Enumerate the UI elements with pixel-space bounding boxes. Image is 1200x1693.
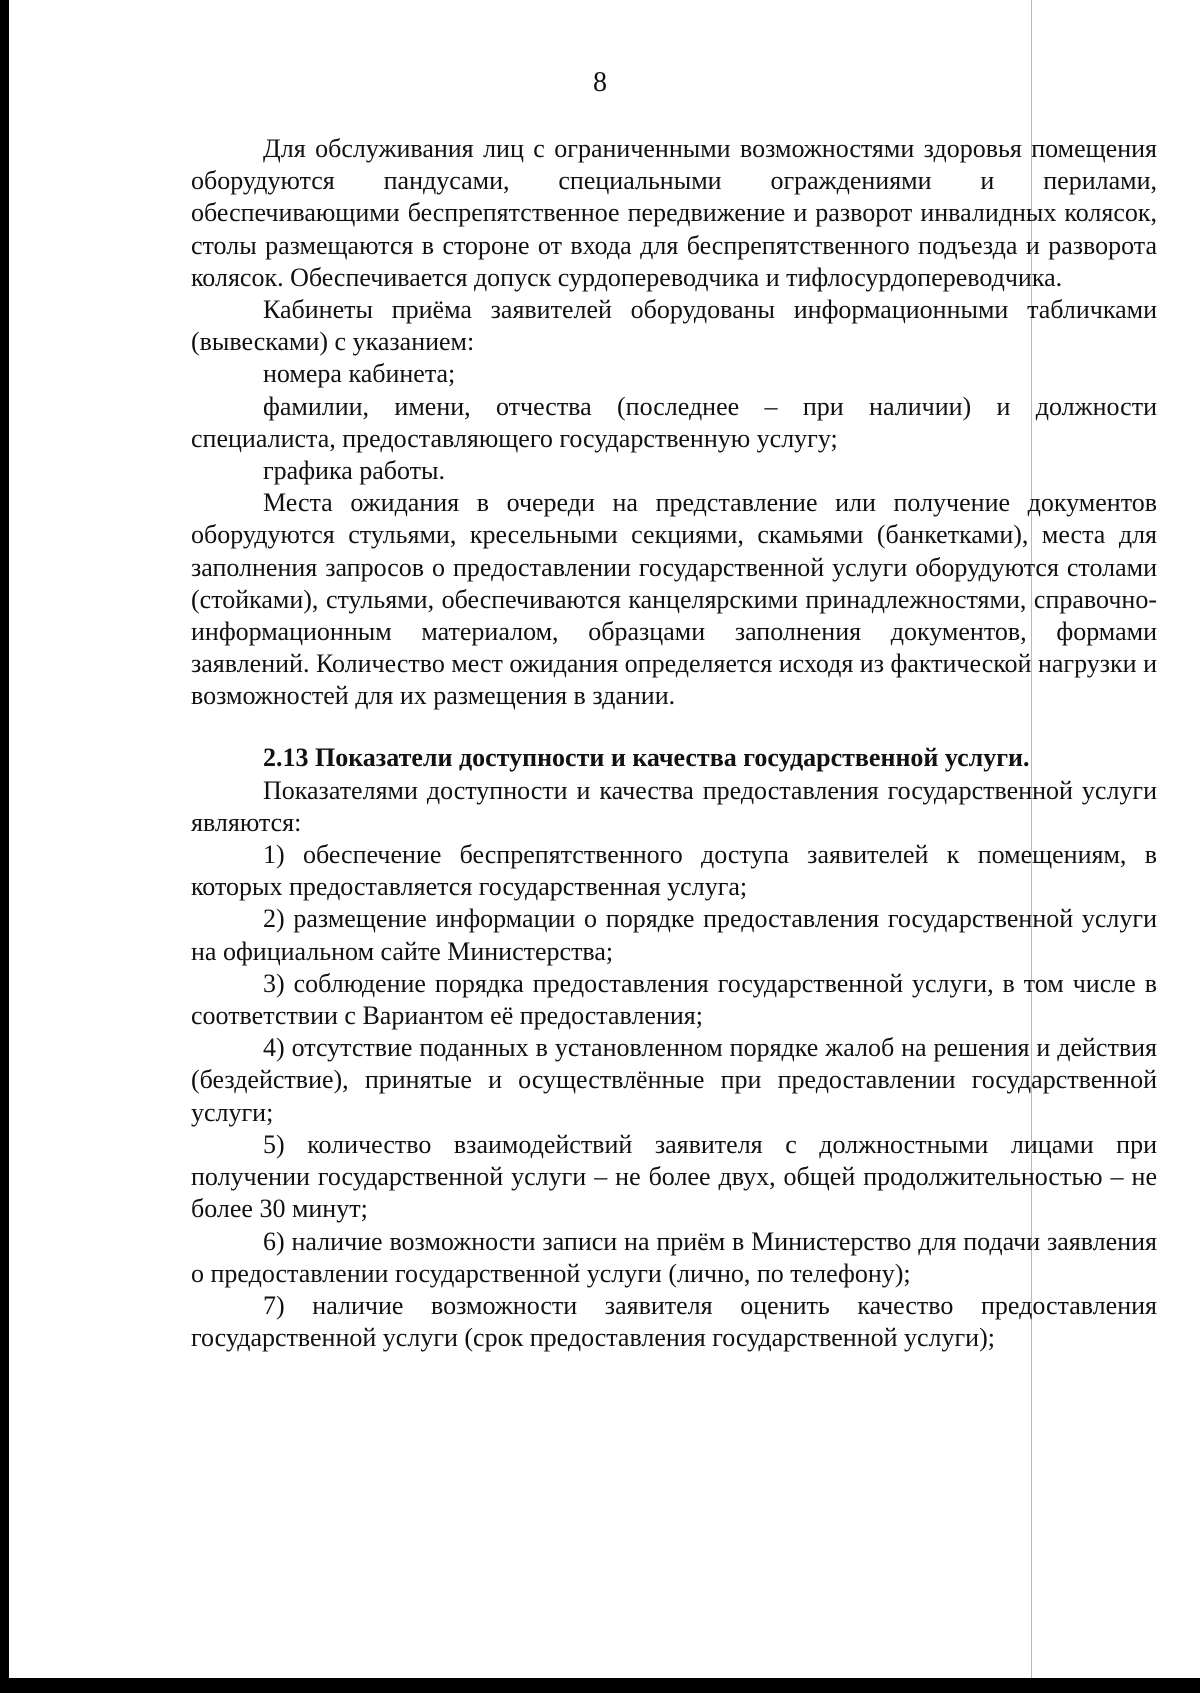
section-heading: 2.13 Показатели доступности и качества государственной услуги. bbox=[263, 742, 1030, 772]
list-item: 5) количество взаимодействий заявителя с должностными лицами при получении государственной услуги – не более двух, общей продолжительностью – не более 30 минут; bbox=[191, 1129, 1157, 1224]
list-item: 1) обеспечение беспрепятственного доступа заявителей к помещениям, в которых предоставляется государственная услуга; bbox=[191, 840, 1157, 902]
page-number: 8 bbox=[593, 67, 607, 98]
paragraph-room-number: номера кабинета; bbox=[263, 359, 456, 389]
scan-edge-left bbox=[0, 0, 9, 1693]
paragraph-accessibility: Для обслуживания лиц с ограниченными возможностями здоровья помещения оборудуются пандусами, специальными ограждениями и перилами, обеспечивающими беспрепятственное передвижение и разворот инвалидных колясок, столы размещаются в стороне от входа для беспрепятственного подъезда и разворота колясок. Обеспечивается допуск сурдопереводчика и тифлосурдопереводчика. bbox=[191, 134, 1157, 292]
paragraph-specialist-name: фамилии, имени, отчества (последнее – при наличии) и должности специалиста, предоставляющего государственную услугу; bbox=[191, 391, 1157, 453]
section-intro: Показателями доступности и качества предоставления государственной услуги являются: bbox=[191, 775, 1157, 837]
list-item: 3) соблюдение порядка предоставления государственной услуги, в том числе в соответствии с Вариантом её предоставления; bbox=[191, 968, 1157, 1031]
list-item: 6) наличие возможности записи на приём в Министерство для подачи заявления о предоставлении государственной услуги (лично, по телефону); bbox=[191, 1226, 1157, 1288]
list-item: 7) наличие возможности заявителя оценить качество предоставления государственной услуги (срок предоставления государственной услуги); bbox=[191, 1290, 1157, 1353]
document-body bbox=[191, 133, 1157, 1354]
list-item: 2) размещение информации о порядке предоставления государственной услуги на официальном сайте Министерства; bbox=[191, 904, 1157, 966]
list-item: 4) отсутствие поданных в установленном порядке жалоб на решения и действия (бездействие), принятые и осуществлённые при предоставлении государственной услуги; bbox=[191, 1033, 1157, 1127]
paragraph-work-schedule: графика работы. bbox=[263, 456, 445, 486]
paragraph-cabinets: Кабинеты приёма заявителей оборудованы информационными табличками (вывесками) с указанием: bbox=[191, 295, 1157, 357]
paragraph-waiting-areas: Места ожидания в очереди на представление или получение документов оборудуются стульями, кресельными секциями, скамьями (банкетками), места для заполнения запросов о предоставлении государственной услуги оборудуются столами (стойками), стульями, обеспечиваются канцелярскими принадлежностями, справочно-информационным материалом, образцами заполнения документов, формами заявлений. Количество мест ожидания определяется исходя из фактической нагрузки и возможностей для их размещения в здании. bbox=[191, 488, 1157, 711]
scan-edge-bottom bbox=[0, 1678, 1200, 1693]
